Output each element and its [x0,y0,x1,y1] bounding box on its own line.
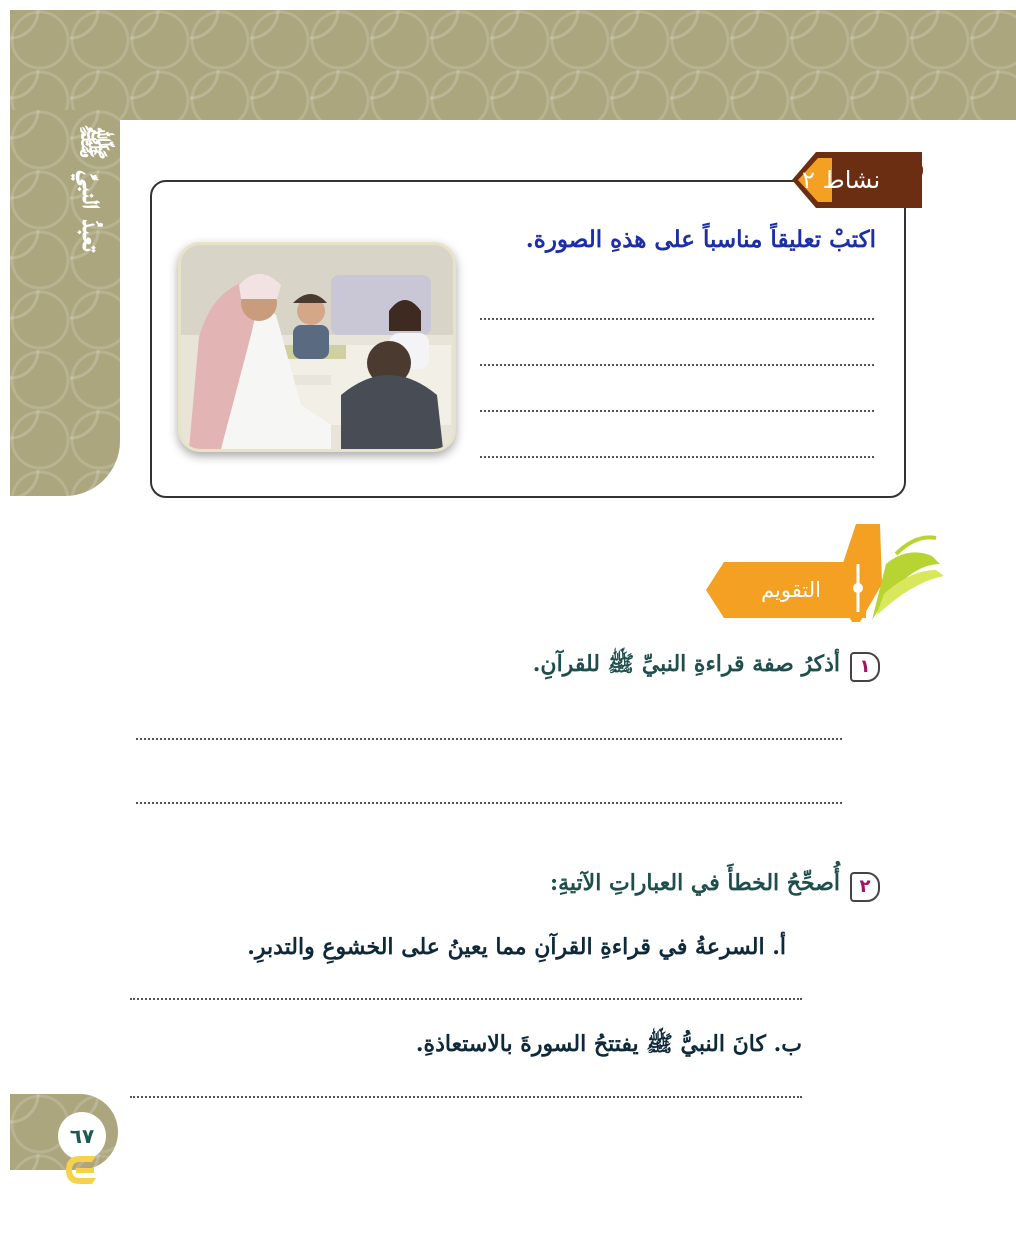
chapter-title: تعبدُ النبيِّ ﷺ [75,124,110,252]
answer-line[interactable] [130,1096,802,1098]
question-mark-icon: ? [896,150,926,209]
answer-line[interactable] [480,318,874,320]
publisher-logo-icon [62,1150,100,1186]
evaluation-header: التقويم [761,578,821,602]
answer-line[interactable] [136,738,842,740]
answer-line[interactable] [480,364,874,366]
answer-line[interactable] [480,410,874,412]
question-1-text: أذكرُ صفة قراءةِ النبيِّ ﷺ للقرآنِ. [532,651,840,677]
teacher-with-children-photo [178,242,456,452]
question-number-badge: ١ [850,652,880,682]
answer-line[interactable] [480,456,874,458]
statement-a: أ. السرعةُ في قراءةِ القرآنِ مما يعينُ على الخشوعِ والتدبرِ. [247,934,786,960]
page-number: ٦٧ [58,1112,106,1160]
pen-nib-icon [836,524,946,624]
header-pattern-band [10,10,1016,120]
answer-line[interactable] [136,802,842,804]
activity-instruction: اكتبْ تعليقاً مناسباً على هذهِ الصورة. [525,226,876,253]
question-number-badge: ٢ [850,872,880,902]
activity-tag-label: نشاط ٢ [802,166,881,194]
answer-line[interactable] [130,998,802,1000]
question-2-text: أُصحِّحُ الخطأَ في العباراتِ الآتيةِ: [549,870,840,896]
statement-b: ب. كانَ النبيُّ ﷺ يفتتحُ السورةَ بالاستعاذةِ. [415,1031,802,1057]
